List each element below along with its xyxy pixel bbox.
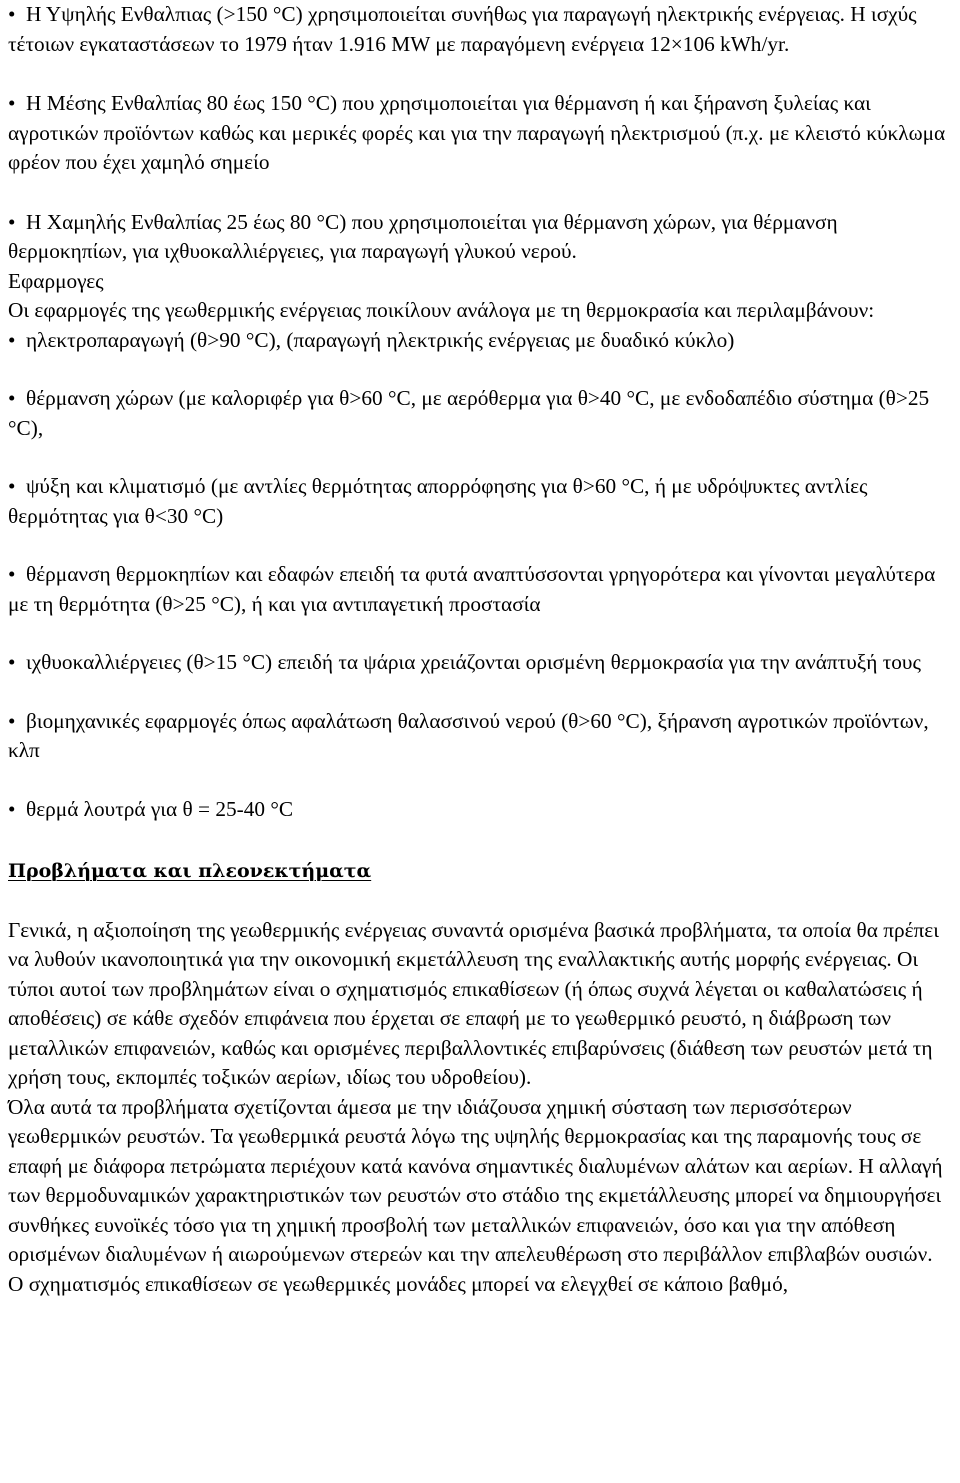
- problems-paragraph-1: Γενικά, η αξιοποίηση της γεωθερμικής ενέργειας συναντά ορισμένα βασικά προβλήματα, τα οποία θα πρέπει να λυθούν ικανοποιητικά για την οικονομική εκμετάλλευση της εναλλακτικής αυτής μορφής ενέργειας. Οι τύποι αυτοί των προβλημάτων είναι ο σχηματισμός επικαθίσεων (ή όπως συχνά λέγεται οι καθαλατώσεις ή αποθέσεις) σε κάθε σχεδόν επιφάνεια που έρχεται σε επαφή με το γεωθερμικό ρευστό, η διάβρωση των μεταλλικών επιφανειών, καθώς και ορισμένες περιβαλλοντικές επιβαρύνσεις (διάθεση των ρευστών μετά τη χρήση τους, εκπομπές τοξικών αερίων, ιδίως του υδροθείου).: [8, 917, 939, 1089]
- bullet-marker: •: [8, 2, 16, 26]
- applications-title: Εφαρμογες: [8, 268, 104, 293]
- medium-enthalpy-text: Η Μέσης Ενθαλπίας 80 έως 150 °C) που χρησιμοποιείται για θέρμανση ή και ξήρανση ξυλείας και αγροτικών προϊόντων καθώς και μερικές φορές και για την παραγωγή ηλεκτρισμού (π.χ. με κλειστό κύκλωμα φρέον που έχει χαμηλό σημείο: [8, 91, 946, 174]
- application-item-power: [8, 326, 952, 356]
- application-item-text: ψύξη και κλιματισμό (με αντλίες θερμότητας απορρόφησης για θ>60 °C, ή με υδρόψυκτες αντλίες θερμότητας για θ<30 °C): [8, 474, 868, 528]
- bullet-marker: •: [8, 796, 16, 821]
- problems-paragraph-2: Όλα αυτά τα προβλήματα σχετίζονται άμεσα με την ιδιάζουσα χημική σύσταση των περισσότερων γεωθερμικών ρευστών. Τα γεωθερμικά ρευστά λόγω της υψηλής θερμοκρασίας και της παραμονής τους σε επαφή με διάφορα πετρώματα περιέχουν κατά κανόνα σημαντικές διαλυμένων αλάτων και αερίων. Η αλλαγή των θερμοδυναμικών χαρακτηριστικών των ρευστών στο στάδιο της εκμετάλλευσης μπορεί να δημιουργήσει συνθήκες ευνοϊκές τόσο για τη χημική προσβολή των μεταλλικών επιφανειών, όσο και για την απόθεση ορισμένων διαλυμένων ή αιωρούμενων στερεών και την απελευθέρωση στο περιβάλλον επιβλαβών ουσιών.: [8, 1094, 943, 1266]
- application-item-greenhouses: [8, 560, 952, 619]
- application-item-text: θέρμανση θερμοκηπίων και εδαφών επειδή τα φυτά αναπτύσσονται γρηγορότερα και γίνονται μεγαλύτερα με τη θερμότητα (θ>25 °C), ή και για αντιπαγετική προστασία: [8, 562, 936, 616]
- application-item-text: βιομηχανικές εφαρμογές όπως αφαλάτωση θαλασσινού νερού (θ>60 °C), ξήρανση αγροτικών προϊόντων, κλπ: [8, 708, 929, 762]
- bullet-marker: •: [8, 562, 16, 586]
- high-enthalpy-paragraph: [8, 0, 952, 59]
- application-item-space-heating: [8, 384, 952, 443]
- bullet-marker: •: [8, 474, 16, 498]
- applications-intro: Οι εφαρμογές της γεωθερμικής ενέργειας ποικίλουν ανάλογα με τη θερμοκρασία και περιλαμβάνουν:: [8, 298, 875, 322]
- low-enthalpy-bullet: [8, 208, 952, 267]
- bullet-marker: •: [8, 327, 16, 352]
- bullet-marker: •: [8, 386, 16, 410]
- application-item-cooling: [8, 472, 952, 531]
- bullet-marker: •: [8, 209, 16, 234]
- application-item-fish-farming: [8, 648, 952, 678]
- application-item-text: ηλεκτροπαραγωγή (θ>90 °C), (παραγωγή ηλεκτρικής ενέργειας με δυαδικό κύκλο): [26, 327, 735, 352]
- application-item-industrial: [8, 707, 952, 766]
- application-item-text: θερμά λουτρά για θ = 25-40 °C: [26, 796, 294, 821]
- problems-paragraph-3: Ο σχηματισμός επικαθίσεων σε γεωθερμικές μονάδες μπορεί να ελεγχθεί σε κάποιο βαθμό,: [8, 1271, 789, 1296]
- application-item-spas: [8, 795, 952, 825]
- bullet-marker: •: [8, 708, 16, 733]
- high-enthalpy-text: Η Υψηλής Ενθαλπιας (>150 °C) χρησιμοποιείται συνήθως για παραγωγή ηλεκτρικής ενέργειας. Η ισχύς τέτοιων εγκαταστάσεων το 1979 ήταν 1.916 MW με παραγόμενη ενέργεια 12×106 kWh/yr.: [8, 2, 917, 56]
- problems-heading: Προβλήματα και πλεονεκτήματα: [8, 860, 372, 882]
- application-item-text: θέρμανση χώρων (με καλοριφέρ για θ>60 °C, με αερόθερμα για θ>40 °C, με ενδοδαπέδιο σύστημα (θ>25 °C),: [8, 386, 930, 440]
- bullet-marker: •: [8, 91, 16, 115]
- bullet-marker: •: [8, 650, 16, 674]
- low-enthalpy-text: Η Χαμηλής Ενθαλπίας 25 έως 80 °C) που χρησιμοποιείται για θέρμανση χώρων, για θέρμανση θερμοκηπίων, για ιχθυοκαλλιέργειες, για παραγωγή γλυκού νερού.: [8, 209, 838, 263]
- medium-enthalpy-bullet: [8, 89, 952, 178]
- application-item-text: ιχθυοκαλλιέργειες (θ>15 °C) επειδή τα ψάρια χρειάζονται ορισμένη θερμοκρασία για την ανάπτυξή τους: [26, 650, 921, 674]
